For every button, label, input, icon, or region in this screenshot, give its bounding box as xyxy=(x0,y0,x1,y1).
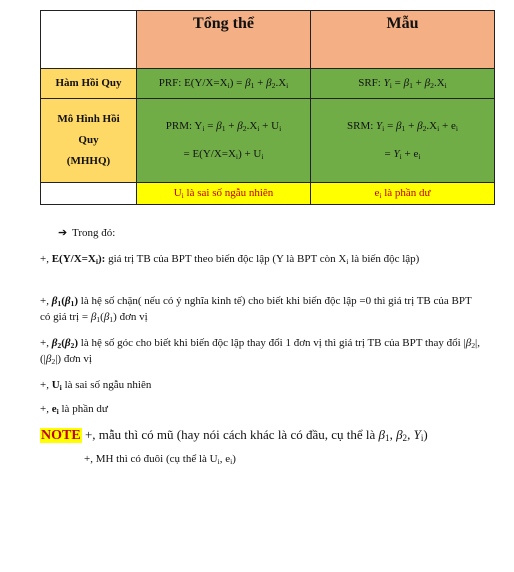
note-highlight: NOTE xyxy=(41,428,81,443)
header-population: Tổng thể xyxy=(137,11,311,69)
srm-formula: SRM: $Y_i = \beta_1 + \beta_2.X_i + e_i$ = $Y_i + e_i$ xyxy=(311,99,495,183)
row-label-regression-model: Mô Hình Hồi Quy (MHHQ) xyxy=(41,99,137,183)
definition-error-term: +, $U_i$ là sai số ngẫu nhiên xyxy=(40,379,152,392)
definition-intercept: +, $\beta_1(\beta_1)$ là hệ số chặn( nếu có ý nghĩa kinh tế) cho biết khi biến độc lập =0 thì giá trị TB của BPT có giá trị = $\beta_1(\beta_1)$ đơn vị xyxy=(40,295,472,324)
regression-comparison-table xyxy=(40,10,495,205)
prm-formula: PRM: $Y_i = \beta_1 + \beta_2.X_i + U_i$ = $E(Y/X=X_i) + U_i$ xyxy=(137,99,311,183)
prf-formula: PRF: $E(Y/X=X_i) = \beta_1 + \beta_2.X_i$ xyxy=(137,69,311,99)
residual-description: $e_i$ là phần dư xyxy=(311,183,495,205)
definition-expected-value: +, $E(Y/X=X_i)$: giá trị TB của BPT theo biến độc lập (Y là BPT còn $X_i$ là biến độc lập) xyxy=(40,253,420,266)
arrow-right-icon: ➔ xyxy=(58,227,68,239)
error-term-description: $U_i$ là sai số ngẫu nhiên xyxy=(137,183,311,205)
row-label-regression-function: Hàm Hồi Quy xyxy=(41,69,137,99)
definition-residual: +, $e_i$ là phần dư xyxy=(40,403,108,416)
note-line: NOTE +, mẫu thì có mũ (hay nói cách khác là có đầu, cụ thể là $\beta_1$, $\beta_2$, $Y_i$) xyxy=(41,427,428,443)
intro-line: ➔ Trong đó: xyxy=(58,226,498,242)
header-sample: Mẫu xyxy=(311,11,495,69)
blank-label-cell xyxy=(41,183,137,205)
definition-slope: +, $\beta_2(\beta_2)$ là hệ số góc cho biết khi biến độc lập thay đổi 1 đơn vị thì giá trị TB của BPT thay đổi $|\beta_2|$, $(|\beta_2|)$ đơn vị xyxy=(40,337,480,366)
srf-formula: SRF: $Y_i = \beta_1 + \beta_2.X_i$ xyxy=(311,69,495,99)
model-note-line: +, MH thì có đuôi (cụ thể là $U_i$, $e_i$) xyxy=(84,453,236,466)
table-corner-cell xyxy=(41,11,137,69)
